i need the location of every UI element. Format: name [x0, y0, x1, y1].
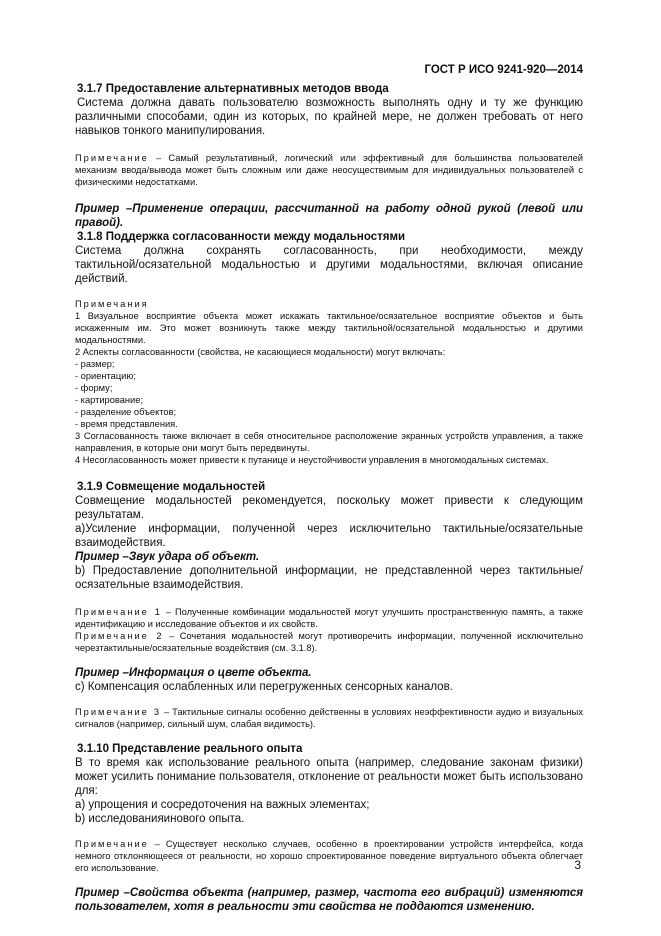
note-label: Примечание 2 [75, 631, 164, 641]
note-label: Примечание [75, 153, 149, 163]
example-1-3-1-9: Пример –Звук удара об объект. [75, 551, 260, 563]
list-item: - форму; [75, 383, 113, 393]
note-4-3-1-8: 4 Несогласованность может привести к путанице и неустойчивости управления в многомодальных системах. [75, 455, 549, 465]
note-text: – Сочетания модальностей могут противоречить информации, полученной исключительно черезтактильные/осязательные воздействия (см. 3.1.8). [75, 631, 583, 653]
item-c-3-1-9: c) Компенсация ослабленных или перегруженных сенсорных каналов. [75, 681, 453, 693]
note-3-3-1-9 [75, 706, 583, 730]
word: между [548, 245, 583, 257]
word: сохранять [206, 245, 261, 257]
section-title-3-1-7: 3.1.7 Предоставление альтернативных методов ввода [77, 83, 389, 95]
word: при [399, 245, 419, 257]
word: согласованность, [283, 245, 377, 257]
note-3-3-1-8: 3 Согласованность также включает в себя относительное расположение экранных устройств управления, а также направления, в которые они могут быть передвинуты. [75, 431, 583, 453]
example-3-1-7: Пример –Применение операции, рассчитанной на работу одной рукой (левой или правой). [75, 203, 583, 229]
list-item: - ориентацию; [75, 371, 136, 381]
section-line-3-1-8 [75, 244, 583, 258]
consistency-aspects-list [75, 358, 583, 430]
note-3-1-10 [75, 838, 583, 874]
note-text: – Тактильные сигналы особенно действенны в условиях неэффективности аудио и визуальных сигналов (например, сильный шум, слабая видимость). [75, 707, 583, 729]
section-title-3-1-9: 3.1.9 Совмещение модальностей [77, 481, 266, 493]
note-label: Примечание 3 [75, 707, 161, 717]
section-text-3-1-9: Совмещение модальностей рекомендуется, поскольку может привести к следующим результатам. [75, 495, 583, 521]
section-title-3-1-10: 3.1.10 Представление реального опыта [77, 743, 303, 755]
document-header: ГОСТ Р ИСО 9241-920—2014 [424, 64, 583, 76]
section-title-3-1-8: 3.1.8 Поддержка согласованности между модальностями [77, 231, 406, 243]
section-text-3-1-7: Система должна давать пользователю возможность выполнять одну и ту же функцию различными способами, один из которых, по крайней мере, не должен требовать от него навыков тонкого манипулирования. [75, 97, 583, 137]
word: Система [75, 245, 122, 257]
page-number: 3 [574, 858, 581, 872]
note-3-1-7 [75, 152, 583, 188]
list-item: - картирование; [75, 395, 143, 405]
note-text: – Самый результативный, логический или эффективный для большинства пользователей механизм ввода/вывода может быть сложным или даже неосуществимым для индивидуальных пользователей с физическими недостатками. [75, 153, 583, 187]
example-3-1-10: Пример –Свойства объекта (например, размер, частота его вибраций) изменяются пользователем, хотя в реальности эти свойства не поддаются изменению. [75, 887, 583, 913]
note-1-3-1-8: 1 Визуальное восприятие объекта может искажать тактильное/осязательное восприятие объектов и быть искаженным им. Это может возникнуть также между тактильной/осязательной модальностью и другими модальностями. [75, 311, 583, 345]
page-content [75, 82, 583, 914]
list-item: - размер; [75, 359, 115, 369]
notes-label-3-1-8: Примечания [75, 299, 149, 309]
word: необходимости, [440, 245, 527, 257]
item-a-3-1-10: а) упрощения и сосредоточения на важных элементах; [75, 799, 370, 811]
note-text: – Существует несколько случаев, особенно в проектировании устройств интерфейса, когда немного отклоняющееся от реальности, но хорошо спроектированное поведение виртуального объекта облегчает его использование. [75, 839, 583, 873]
section-text-3-1-8: тактильной/осязательной модальностью и другими модальностями, включая описание действий. [75, 259, 583, 285]
word: должна [143, 245, 184, 257]
note-label: Примечание [75, 839, 149, 849]
note-label: Примечание 1 [75, 607, 162, 617]
item-a-3-1-9: а)Усиление информации, полученной через исключительно тактильные/осязательные взаимодействия. [75, 523, 583, 549]
item-b-3-1-10: b) исследованияинового опыта. [75, 813, 245, 825]
list-item: - разделение объектов; [75, 407, 177, 417]
note-1-3-1-9 [75, 606, 583, 630]
item-b-3-1-9: b) Предоставление дополнительной информации, не представленной через тактильные/осязательные взаимодействия. [75, 565, 583, 591]
list-item: - время представления. [75, 419, 178, 429]
note-2-3-1-9 [75, 630, 583, 654]
section-text-3-1-10: В то время как использование реального опыта (например, следование законам физики) может усилить понимание пользователя, отклонение от реальности может быть использовано для: [75, 757, 583, 797]
note-text: – Полученные комбинации модальностей могут улучшить пространственную память, а также идентификацию и исследование объектов и их свойств. [75, 607, 583, 629]
note-2-3-1-8: 2 Аспекты согласованности (свойства, не касающиеся модальности) могут включать: [75, 347, 446, 357]
example-2-3-1-9: Пример –Информация о цвете объекта. [75, 667, 312, 679]
